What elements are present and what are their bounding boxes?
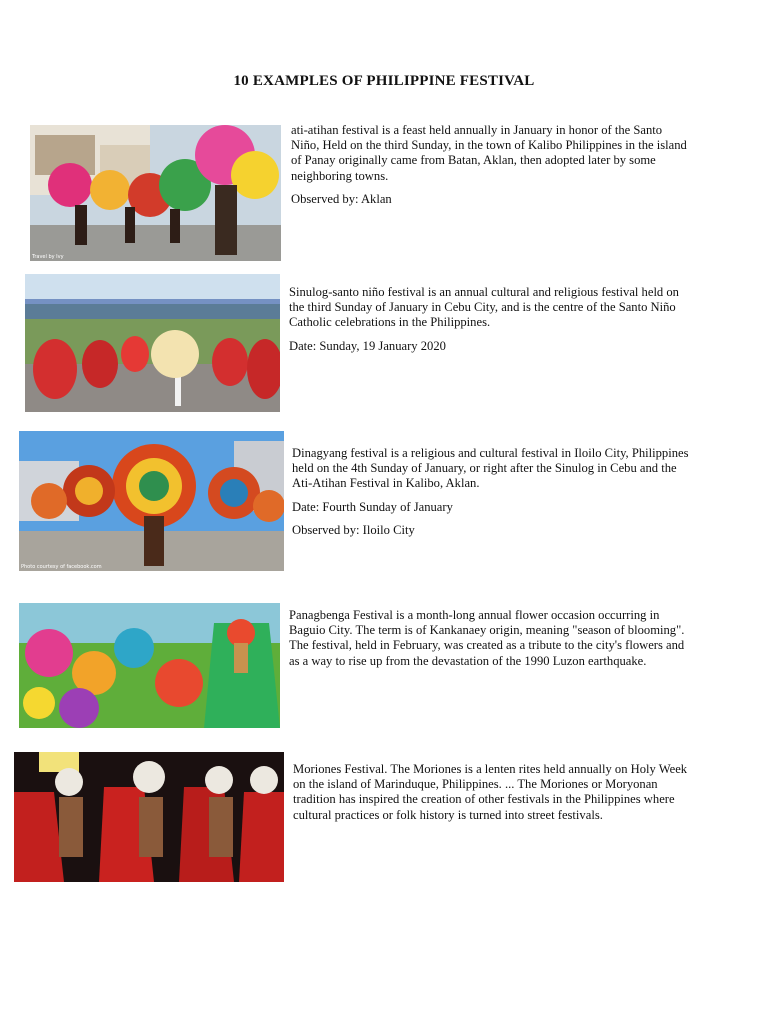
photo-caption: Photo courtesy of facebook.com [21,564,102,570]
festival-description: ati-atihan festival is a feast held annually in January in honor of the Santo Niño, Held on the third Sunday, in the town of Kalibo Philippines in the island of Panay originally came from Batan, Aklan, then adopted later by some neighboring towns. [291,123,687,183]
festival-text [292,446,692,546]
festival-detail: Observed by: Iloilo City [292,522,415,537]
festival-text [293,762,693,831]
festival-text [291,123,691,215]
festival-text [289,285,689,362]
moriones-photo [14,752,284,882]
festival-detail: Date: Fourth Sunday of January [292,499,453,514]
photo-caption: Travel by Ivy [32,254,64,260]
festival-description: Moriones Festival. The Moriones is a lenten rites held annually on Holy Week on the island of Marinduque, Philippines. ... The Moriones or Moryonan tradition has inspired the creation of other festivals in the Philippines where cultural practices or folk history is turned into street festivals. [293,762,688,822]
ati-atihan-photo [30,125,281,261]
festival-description: Sinulog-santo niño festival is an annual cultural and religious festival held on the third Sunday of January in Cebu City, and is the centre of the Santo Niño Catholic celebrations in the Philippines. [289,285,679,330]
sinulog-photo [25,274,280,412]
festival-description: Panagbenga Festival is a month-long annual flower occasion occurring in Baguio City. The term is of Kankanaey origin, meaning "season of blooming". The festival, held in February, was created as a tribute to the city's flowers and as a way to rise up from the devastation of the 1990 Luzon earthquake. [289,608,685,668]
festival-text [289,608,689,677]
festival-detail: Date: Sunday, 19 January 2020 [289,338,446,353]
dinagyang-photo [19,431,284,571]
festival-detail: Observed by: Aklan [291,191,392,206]
panagbenga-photo [19,603,280,728]
festival-description: Dinagyang festival is a religious and cultural festival in Iloilo City, Philippines held on the 4th Sunday of January, or right after the Sinulog in Cebu and the Ati-Atihan Festival in Kalibo, Aklan. [292,446,689,491]
page-title: 10 EXAMPLES OF PHILIPPINE FESTIVAL [233,73,535,89]
